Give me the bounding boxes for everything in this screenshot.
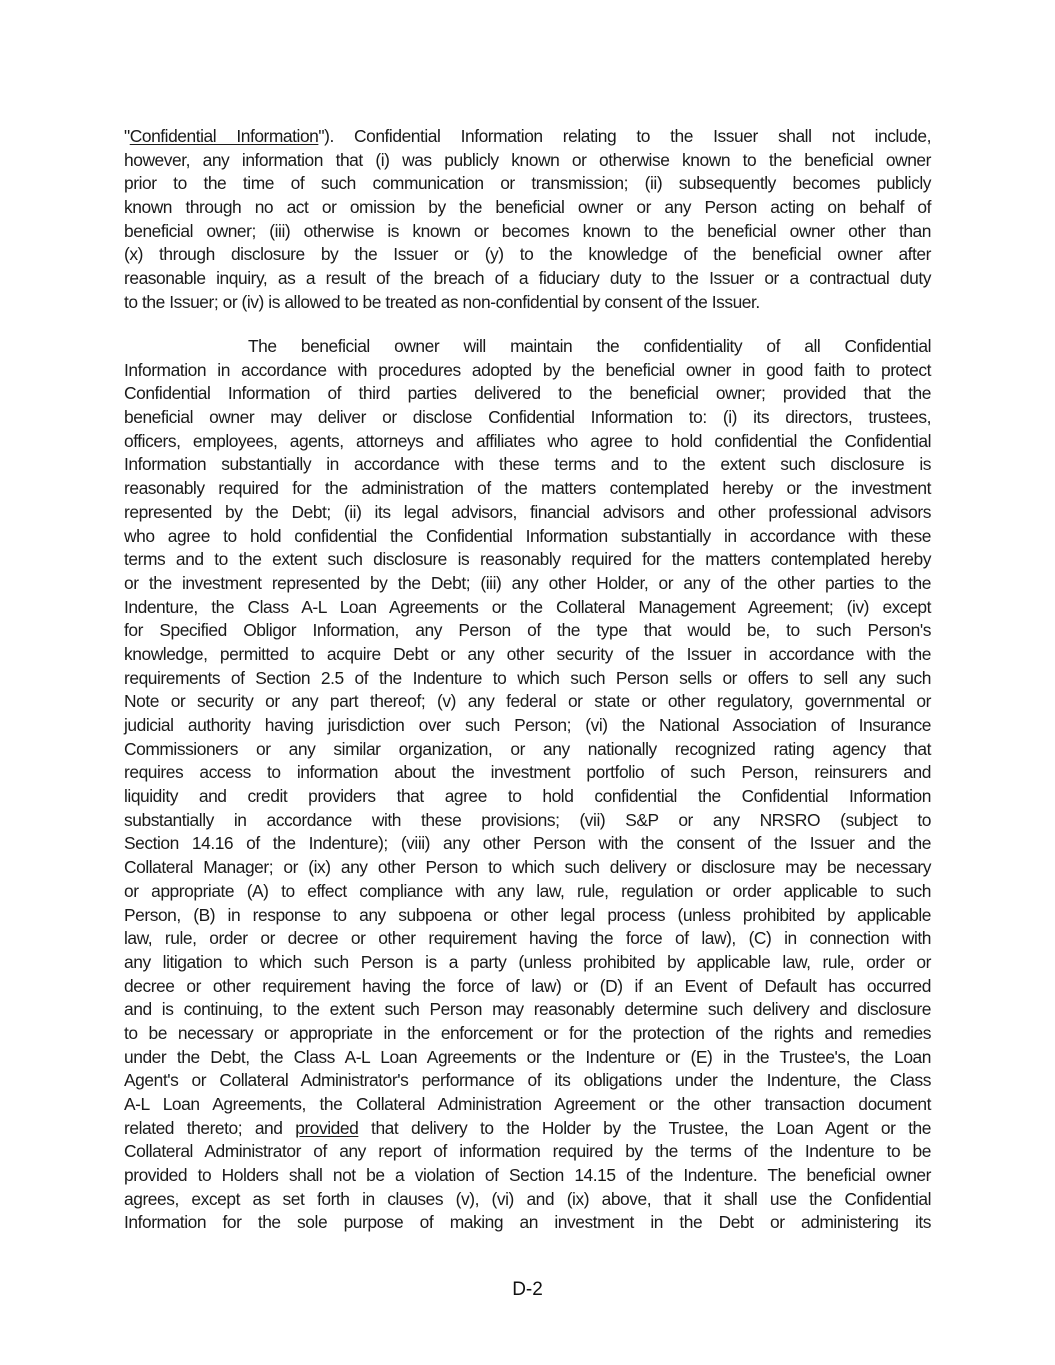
text-line: liquidity and credit providers that agree to hold confidential the Confidential Information — [124, 786, 931, 807]
text-line: Information in accordance with procedures adopted by the beneficial owner in good faith to protect — [124, 359, 931, 380]
text-run: " — [124, 126, 130, 146]
text-line: Note or security or any part thereof; (v) any federal or state or other regulatory, governmental or — [124, 691, 931, 712]
text-line: or appropriate (A) to effect compliance with any law, rule, regulation or order applicable to such — [124, 880, 931, 901]
text-line: to the Issuer; or (iv) is allowed to be treated as non-confidential by consent of the Issuer. — [124, 291, 760, 312]
text-line: prior to the time of such communication or transmission; (ii) subsequently becomes publicly — [124, 173, 931, 194]
text-line: Agent's or Collateral Administrator's performance of its obligations under the Indenture, the Class — [124, 1070, 931, 1091]
text-line: Collateral Manager; or (ix) any other Person to which such delivery or disclosure may be necessary — [124, 857, 931, 878]
text-line: Person, (B) in response to any subpoena or other legal process (unless prohibited by applicable — [124, 904, 931, 925]
defined-term-confidential-information: Confidential Information — [129, 126, 319, 146]
text-line: and is continuing, to the extent such Person may reasonably determine such delivery and disclosure — [124, 999, 931, 1020]
text-line: however, any information that (i) was publicly known or otherwise known to the beneficial owner — [124, 149, 931, 170]
text-line — [124, 125, 931, 149]
text-run: "). Confidential Information relating to the Issuer shall not include, — [318, 126, 931, 146]
text-line: The beneficial owner will maintain the confidentiality of all Confidential — [248, 336, 931, 356]
text-line: Collateral Administrator of any report of information required by the terms of the Indenture to be — [124, 1141, 931, 1162]
text-line: reasonable inquiry, as a result of the breach of a fiduciary duty to the Issuer or a contractual duty — [124, 268, 931, 289]
text-line: judicial authority having jurisdiction over such Person; (vi) the National Association of Insurance — [124, 715, 931, 735]
text-line: A-L Loan Agreements, the Collateral Administration Agreement or the other transaction document — [124, 1094, 931, 1114]
text-line: requirements of Section 2.5 of the Indenture to which such Person sells or offers to sell any such — [124, 667, 931, 688]
text-line: terms and to the extent such disclosure is reasonably required for the matters contemplated hereby — [124, 549, 931, 570]
text-line: for Specified Obligor Information, any Person of the type that would be, to such Person's — [124, 620, 931, 641]
text-line: law, rule, order or decree or other requirement having the force of law), (C) in connection with — [124, 928, 931, 949]
text-line: knowledge, permitted to acquire Debt or any other security of the Issuer in accordance with the — [124, 643, 931, 664]
text-line: any litigation to which such Person is a party (unless prohibited by applicable law, rule, order or — [124, 951, 931, 972]
text-line: reasonably required for the administration of the matters contemplated hereby or the investment — [124, 478, 931, 499]
text-line: beneficial owner; (iii) otherwise is known or becomes known to the beneficial owner other than — [124, 220, 931, 241]
text-line: officers, employees, agents, attorneys and affiliates who agree to hold confidential the Confidential — [124, 430, 931, 451]
paragraph-confidential-information-exclusions — [124, 125, 931, 315]
defined-term-provided: provided — [295, 1117, 359, 1138]
text-line: Information for the sole purpose of making an investment in the Debt or administering its — [124, 1212, 931, 1233]
text-line: provided to Holders shall not be a violation of Section 14.15 of the Indenture. The beneficial owner — [124, 1165, 931, 1186]
text-line: agrees, except as set forth in clauses (v), (vi) and (ix) above, that it shall use the Confidential — [124, 1188, 931, 1209]
text-line — [124, 1117, 931, 1141]
text-run: that delivery to the Holder by the Trustee, the Loan Agent or the — [358, 1117, 931, 1138]
paragraph-beneficial-owner-confidentiality — [124, 335, 931, 1235]
text-line: requires access to information about the investment portfolio of such Person, reinsurers and — [124, 762, 931, 783]
page-number: D-2 — [512, 1279, 543, 1300]
text-line: or the investment represented by the Debt; (iii) any other Holder, or any of the other parties to the — [124, 572, 931, 593]
text-line: Commissioners or any similar organization, or any nationally recognized rating agency that — [124, 738, 931, 759]
text-line: substantially in accordance with these provisions; (vii) S&P or any NRSRO (subject to — [124, 809, 931, 830]
text-line: who agree to hold confidential the Confidential Information substantially in accordance with these — [124, 525, 931, 546]
text-line: decree or other requirement having the force of law) or (D) if an Event of Default has occurred — [124, 975, 931, 996]
text-line: Information substantially in accordance with these terms and to the extent such disclosure is — [124, 454, 931, 475]
text-line: Section 14.16 of the Indenture); (viii) any other Person with the consent of the Issuer and the — [124, 833, 931, 854]
text-line: to be necessary or appropriate in the enforcement or for the protection of the rights and remedies — [124, 1022, 931, 1043]
text-run: related thereto; and — [124, 1117, 296, 1138]
text-line: known through no act or omission by the beneficial owner or any Person acting on behalf of — [124, 197, 931, 218]
text-line: represented by the Debt; (ii) its legal advisors, financial advisors and other professional advisors — [124, 501, 931, 522]
text-line: beneficial owner may deliver or disclose Confidential Information to: (i) its directors, trustees, — [124, 407, 931, 428]
text-line: Confidential Information of third parties delivered to the beneficial owner; provided that the — [124, 383, 931, 404]
text-line: (x) through disclosure by the Issuer or (y) to the knowledge of the beneficial owner after — [124, 244, 931, 265]
text-line: under the Debt, the Class A-L Loan Agreements or the Indenture or (E) in the Trustee's, the Loan — [124, 1046, 931, 1067]
text-line: Indenture, the Class A-L Loan Agreements or the Collateral Management Agreement; (iv) except — [124, 596, 931, 617]
